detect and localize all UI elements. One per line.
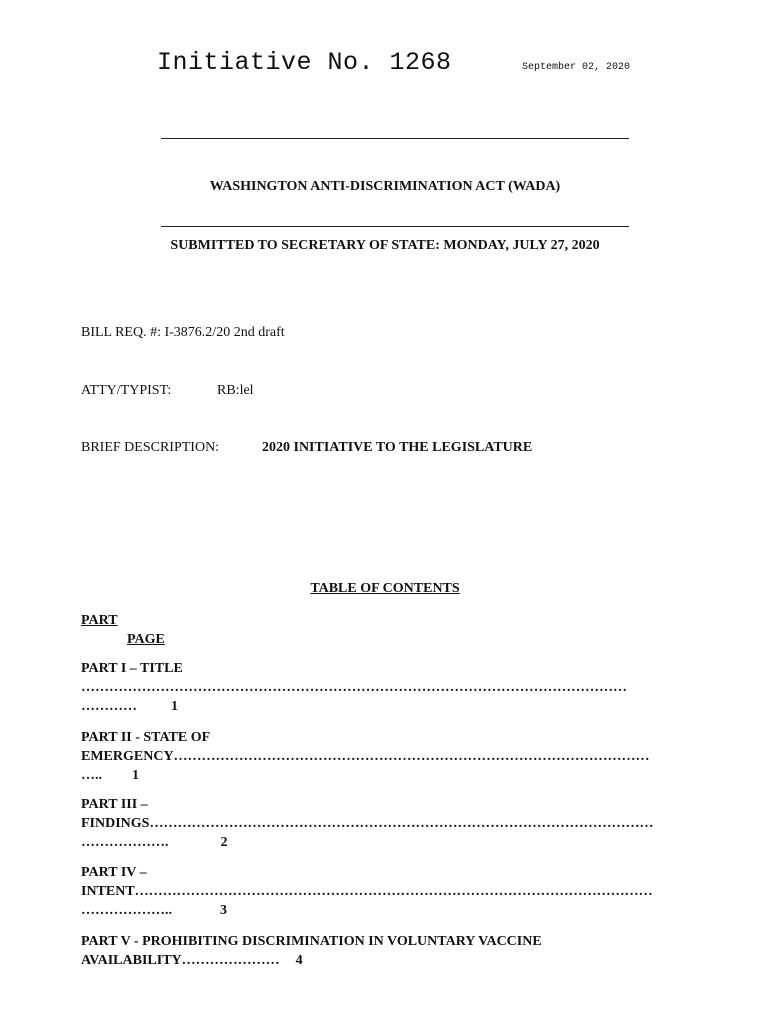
atty-typist-label: ATTY/TYPIST: [81,383,172,398]
toc-col-page: PAGE [127,632,165,647]
toc-entry-page: 4 [295,953,303,968]
bill-request-number: BILL REQ. #: I-3876.2/20 2nd draft [81,325,285,340]
toc-entry [81,795,706,852]
toc-entry-page: 3 [220,903,227,918]
toc-entry-page: 2 [220,835,228,850]
toc-entry [81,863,706,920]
toc-entry-leader: INTENT………………………………………………………………………………………………… [81,884,653,899]
toc-entry [81,932,706,970]
toc-entry [81,728,706,785]
toc-entry-title: PART IV – [81,865,147,880]
brief-description-label: BRIEF DESCRIPTION: [81,440,220,455]
horizontal-rule [161,138,629,139]
horizontal-rule [161,226,629,227]
toc-entry-leader: ……………….. [81,903,172,918]
toc-entry [81,659,706,716]
toc-entry-leader: ….. [81,768,102,783]
atty-typist-value: RB:lel [217,383,254,398]
toc-col-part: PART [81,613,118,628]
toc-entry-leader: ………… [81,699,137,714]
toc-entry-page: 1 [132,768,139,783]
brief-description-value: 2020 INITIATIVE TO THE LEGISLATURE [262,440,533,455]
toc-title: TABLE OF CONTENTS [310,581,460,596]
document-date: September 02, 2020 [522,62,631,73]
toc-entry-page: 1 [171,699,178,714]
toc-entry-leader: ……………………………………………………………………………………………………… [81,680,627,695]
toc-entry-leader: EMERGENCY………………………………………………………………………………………… [81,749,650,764]
toc-header [81,611,706,649]
toc-entry-title: PART III – [81,797,148,812]
act-title: WASHINGTON ANTI-DISCRIMINATION ACT (WADA) [209,179,561,194]
toc-entry-title: PART I – TITLE [81,661,183,676]
toc-entry-title: PART II - STATE OF [81,730,211,745]
toc-entry-leader: ………………. [81,835,169,850]
submitted-line: SUBMITTED TO SECRETARY OF STATE: MONDAY, JULY 27, 2020 [170,238,600,253]
toc-entry-leader: FINDINGS……………………………………………………………………………………………… [81,816,654,831]
toc-entry-leader: AVAILABILITY………………… [81,953,280,968]
toc-entry-title: PART V - PROHIBITING DISCRIMINATION IN VOLUNTARY VACCINE [81,934,542,949]
initiative-title: Initiative No. 1268 [157,48,452,77]
